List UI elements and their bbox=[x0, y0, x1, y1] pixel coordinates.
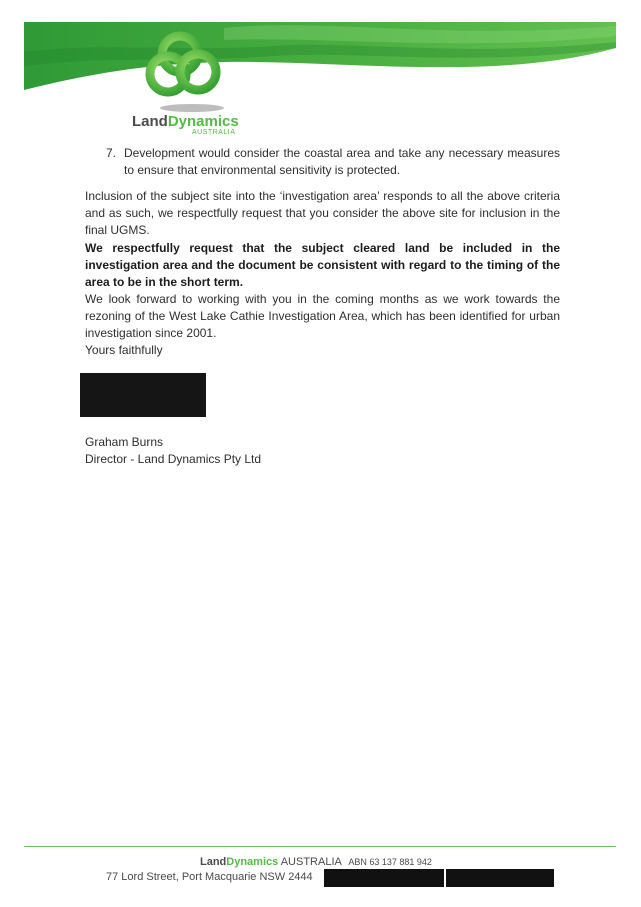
footer-abn: ABN 63 137 881 942 bbox=[348, 857, 432, 867]
redacted-contact bbox=[446, 869, 554, 887]
footer-brand-land: Land bbox=[200, 856, 227, 868]
footer-brand-dynamics: Dynamics bbox=[226, 856, 279, 868]
redacted-signature bbox=[80, 373, 206, 417]
item-number: 7. bbox=[106, 146, 117, 160]
forward-paragraph: We look forward to working with you in the coming months as we work towards the rezoning of the West Lake Cathie Investigation Area, which has been identified for urban investigation since 2001. bbox=[85, 292, 560, 340]
logo-brand-dynamics: Dynamics bbox=[167, 113, 239, 130]
footer-divider bbox=[24, 846, 616, 847]
logo-wordmark bbox=[132, 113, 252, 130]
logo-brand-land: Land bbox=[132, 113, 168, 130]
salutation: Yours faithfully bbox=[85, 343, 163, 357]
footer-address: 77 Lord Street, Port Macquarie NSW 2444 bbox=[106, 871, 313, 883]
request-paragraph: We respectfully request that the subject cleared land be included in the investigation area and the document be consistent with regard to the timing of the area to be in the short term. bbox=[85, 241, 560, 289]
logo-subtitle: AUSTRALIA bbox=[192, 129, 236, 136]
letterhead-banner bbox=[24, 22, 616, 92]
footer-brand-australia: AUSTRALIA bbox=[278, 856, 342, 868]
signatory-title: Director - Land Dynamics Pty Ltd bbox=[85, 452, 262, 466]
signatory-name: Graham Burns bbox=[85, 435, 164, 449]
item-text: Development would consider the coastal area and take any necessary measures to ensure that environmental sensitivity is protected. bbox=[124, 146, 560, 177]
redacted-phone bbox=[324, 869, 444, 887]
inclusion-paragraph: Inclusion of the subject site into the ‘investigation area’ responds to all the above criteria and as such, we respectfully request that you consider the above site for inclusion in the final UGMS. bbox=[85, 189, 560, 237]
footer-brand-line bbox=[200, 856, 432, 868]
